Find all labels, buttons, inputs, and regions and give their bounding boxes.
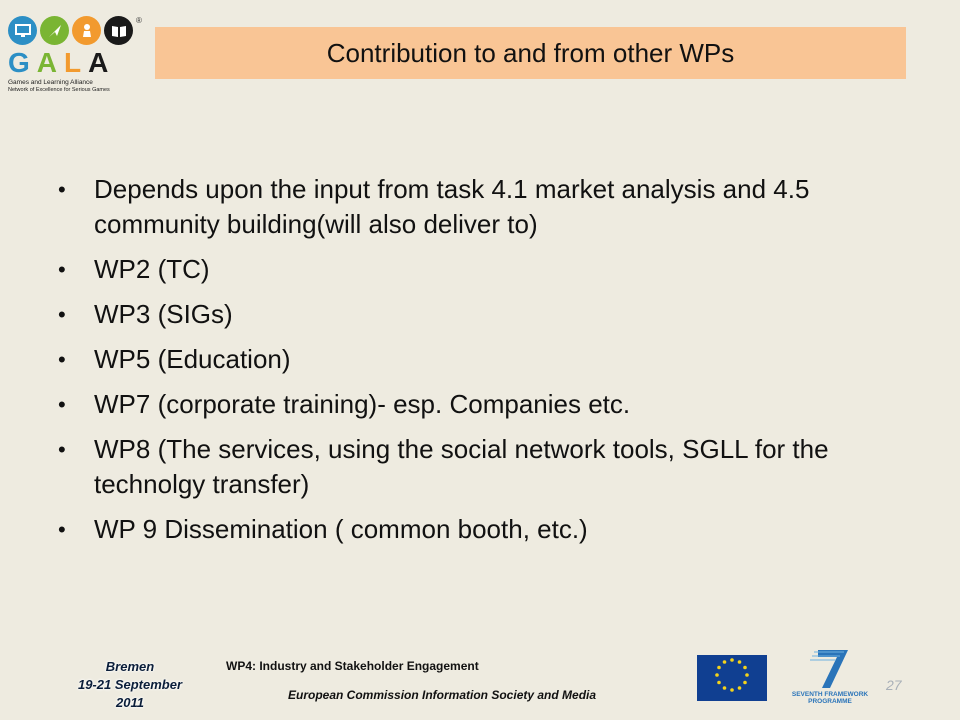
footer-year: 2011: [116, 695, 144, 710]
footer-wp-label: WP4: Industry and Stakeholder Engagement: [226, 659, 479, 673]
fp7-label-1: SEVENTH FRAMEWORK: [791, 691, 869, 698]
bullet-list: [58, 172, 918, 557]
bullet-item: • WP5 (Education): [58, 344, 291, 374]
gala-logo: [8, 16, 142, 96]
fp7-logo-icon: [790, 648, 870, 704]
eu-star: [738, 660, 742, 664]
eu-star: [717, 666, 721, 670]
eu-star: [723, 660, 727, 664]
title-bar: [155, 27, 906, 79]
eu-star: [738, 686, 742, 690]
fp7-label-2: PROGRAMME: [808, 698, 852, 704]
eu-star: [730, 688, 734, 692]
monitor-icon: [8, 16, 37, 45]
eu-star: [723, 686, 727, 690]
footer-dates: 19-21 September: [77, 677, 183, 692]
bullet-item: • WP7 (corporate training)- esp. Companies etc.: [58, 389, 631, 419]
footer-event-info: [60, 658, 200, 712]
eu-flag-icon: [697, 655, 767, 701]
logo-subtagline: Network of Excellence for Serious Games: [8, 87, 110, 93]
bullet-item: • WP8 (The services, using the social network tools, SGLL for the technolgy transfer): [58, 434, 829, 499]
slide-title: Contribution to and from other WPs: [326, 37, 735, 68]
logo-wordmark: G A L A: [8, 47, 110, 78]
bullet-item: • WP 9 Dissemination ( common booth, etc.): [58, 514, 588, 544]
registered-mark: ®: [136, 16, 142, 25]
eu-star: [745, 673, 749, 677]
eu-star: [743, 681, 747, 685]
footer-location: Bremen: [105, 659, 155, 674]
chess-piece-icon: [72, 16, 101, 45]
eu-star: [717, 681, 721, 685]
logo-tagline: Games and Learning Alliance: [8, 79, 93, 86]
eu-star: [743, 666, 747, 670]
book-icon: [104, 16, 133, 45]
bullet-item: • WP2 (TC): [58, 254, 210, 284]
bullet-item: • WP3 (SIGs): [58, 299, 233, 329]
eu-star: [715, 673, 719, 677]
plane-icon: [40, 16, 69, 45]
page-number: 27: [886, 677, 902, 693]
footer-ec-label: European Commission Information Society and Media: [288, 688, 597, 702]
eu-star: [730, 658, 734, 662]
bullet-item: • Depends upon the input from task 4.1 market analysis and 4.5 community building(will also deliver to): [58, 174, 810, 239]
